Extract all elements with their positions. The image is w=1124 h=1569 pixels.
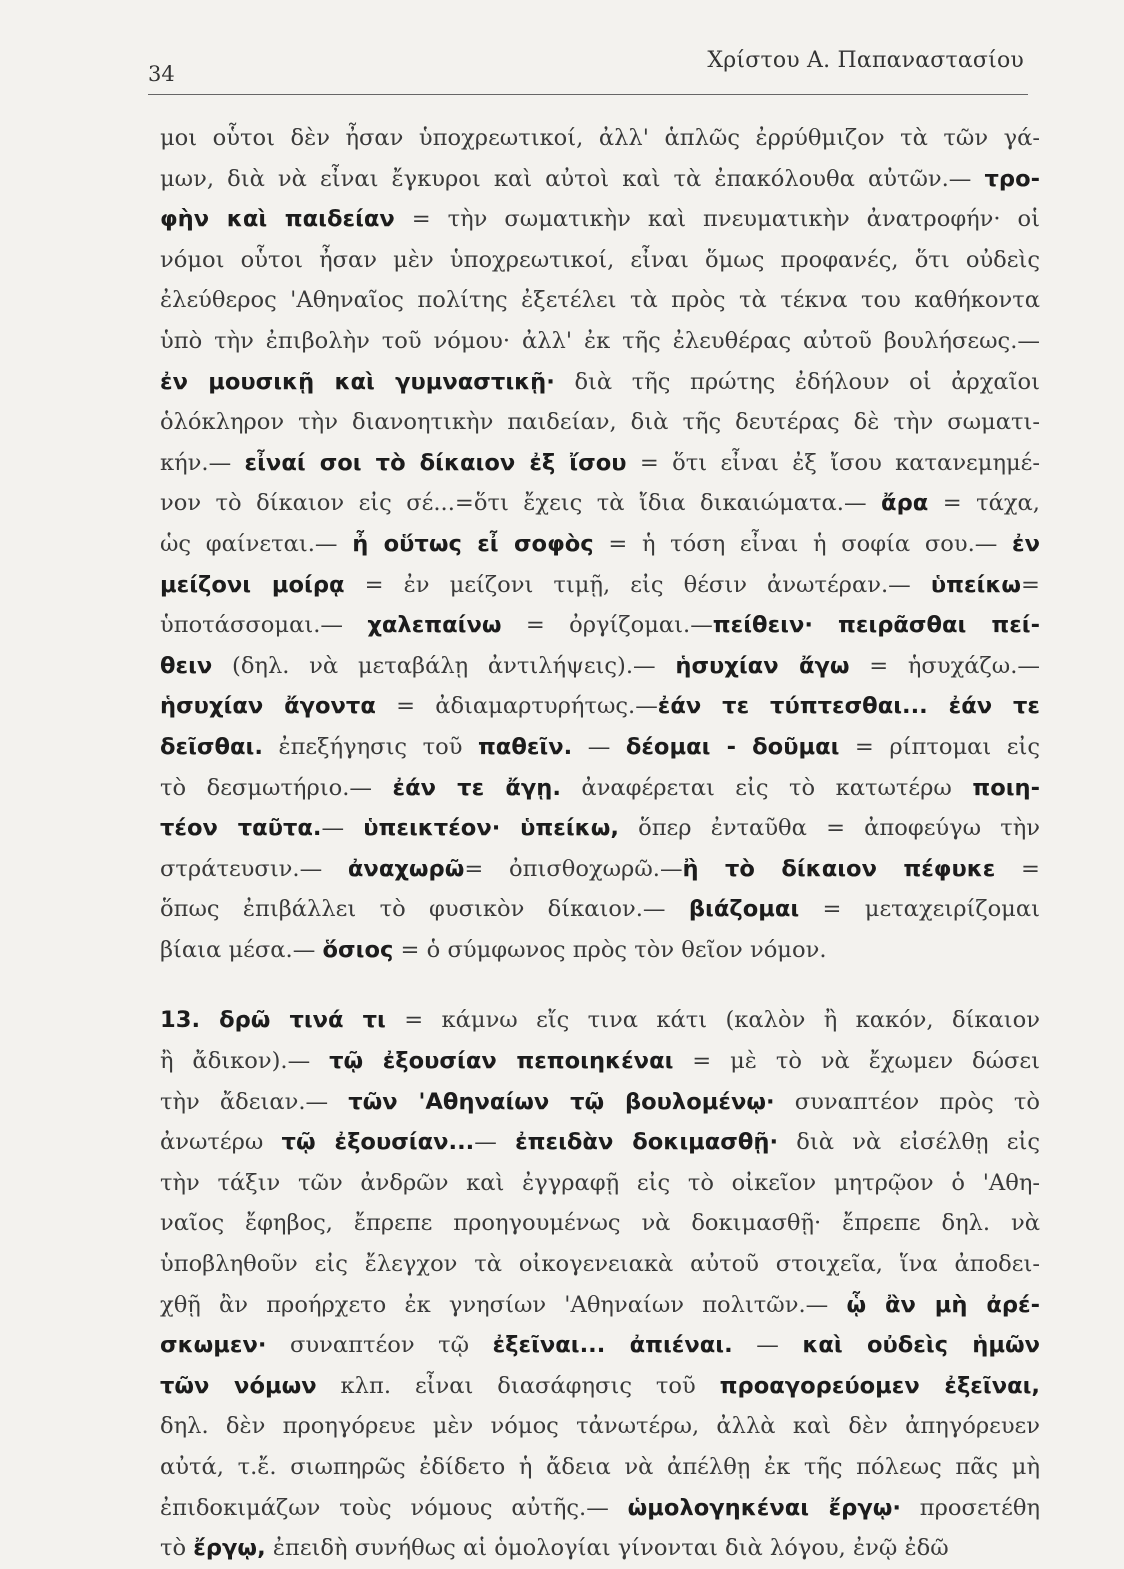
text-line: δηλ. δὲν προηγόρευε μὲν νόμος τἀνωτέρω, ἀλλὰ καὶ δὲν ἀπηγόρευεν [160, 1413, 1040, 1440]
text-line: χθῇ ἂν προήρχετο ἐκ γνησίων 'Αθηναίων πολιτῶν.— ᾧ ἂν μὴ ἀρέ- [160, 1291, 1040, 1318]
text-line: στράτευσιν.— ἀναχωρῶ= ὀπισθοχωρῶ.—ἢ τὸ δίκαιον πέφυκε = [160, 855, 1040, 882]
text-line: τέον ταῦτα.— ὑπεικτέον· ὑπείκω, ὅπερ ἐνταῦθα = ἀποφεύγω τὴν [160, 815, 1040, 842]
commentary-text [160, 118, 1040, 1569]
text-line: ἡσυχίαν ἄγοντα = ἀδιαμαρτυρήτως.—ἐάν τε τύπτεσθαι... ἐάν τε [160, 693, 1040, 720]
text-line: νόμοι οὗτοι ἦσαν μὲν ὑποχρεωτικοί, εἶναι ὅμως προφανές, ὅτι οὐδεὶς [160, 246, 1040, 273]
page-number: 34 [148, 62, 175, 86]
text-line: ἢ ἄδικον).— τῷ ἐξουσίαν πεποιηκέναι = μὲ τὸ νὰ ἔχωμεν δώσει [160, 1048, 1040, 1075]
text-line: σκωμεν· συναπτέον τῷ ἐξεῖναι... ἀπιέναι. — καὶ οὐδεὶς ἡμῶν [160, 1332, 1040, 1359]
text-line: ὑποτάσσομαι.— χαλεπαίνω = ὀργίζομαι.—πείθειν· πειρᾶσθαι πεί- [160, 612, 1040, 639]
page-header [148, 44, 1028, 88]
text-line: ὑποβληθοῦν εἰς ἔλεγχον τὰ οἰκογενειακὰ αὐτοῦ στοιχεῖα, ἵνα ἀποδει- [160, 1251, 1040, 1278]
text-line: νον τὸ δίκαιον εἰς σέ...=ὅτι ἔχεις τὰ ἴδια δικαιώματα.— ἄρα = τάχα, [160, 490, 1040, 517]
text-line: αὐτά, τ.ἔ. σιωπηρῶς ἐδίδετο ἡ ἄδεια νὰ ἀπέλθῃ ἐκ τῆς πόλεως πᾶς μὴ [160, 1454, 1040, 1480]
text-line: ὁλόκληρον τὴν διανοητικὴν παιδείαν, διὰ τῆς δευτέρας δὲ τὴν σωματι- [160, 409, 1040, 436]
text-line: τὴν τάξιν τῶν ἀνδρῶν καὶ ἐγγραφῇ εἰς τὸ οἰκεῖον μητρῷον ὁ 'Αθη- [160, 1169, 1040, 1196]
text-line: φὴν καὶ παιδείαν = τὴν σωματικὴν καὶ πνευματικὴν ἀνατροφήν· οἱ [160, 206, 1040, 233]
text-line: ἐπιδοκιμάζων τοὺς νόμους αὐτῆς.— ὡμολογηκέναι ἔργῳ· προσετέθη [160, 1494, 1040, 1521]
header-rule [148, 94, 1028, 95]
text-line: 13. δρῶ τινά τι = κάμνω εἴς τινα κάτι (καλὸν ἢ κακόν, δίκαιον [160, 1007, 1040, 1034]
text-line: τὸ δεσμωτήριο.— ἐάν τε ἄγῃ. ἀναφέρεται εἰς τὸ κατωτέρω ποιη- [160, 774, 1040, 801]
text-line: ὅπως ἐπιβάλλει τὸ φυσικὸν δίκαιον.— βιάζομαι = μεταχειρίζομαι [160, 896, 1040, 923]
text-line: ὡς φαίνεται.— ἦ οὕτως εἶ σοφὸς = ἡ τόση εἶναι ἡ σοφία σου.— ἐν [160, 530, 1040, 557]
text-line: ἀνωτέρω τῷ ἐξουσίαν...— ἐπειδὰν δοκιμασθῇ· διὰ νὰ εἰσέλθῃ εἰς [160, 1129, 1040, 1156]
text-line: δεῖσθαι. ἐπεξήγησις τοῦ παθεῖν. — δέομαι - δοῦμαι = ρίπτομαι εἰς [160, 733, 1040, 760]
text-line: μείζονι μοίρᾳ = ἐν μείζονι τιμῇ, εἰς θέσιν ἀνωτέραν.— ὑπείκω= [160, 571, 1040, 598]
text-line: τῶν νόμων κλπ. εἶναι διασάφησις τοῦ προαγορεύομεν ἐξεῖναι, [160, 1372, 1040, 1399]
text-line: ναῖος ἔφηβος, ἔπρεπε προηγουμένως νὰ δοκιμασθῇ· ἔπρεπε δηλ. νὰ [160, 1210, 1040, 1237]
text-line: ἐν μουσικῇ καὶ γυμναστικῇ· διὰ τῆς πρώτης ἐδήλουν οἱ ἀρχαῖοι [160, 368, 1040, 395]
text-line: τὴν ἄδειαν.— τῶν 'Αθηναίων τῷ βουλομένῳ· συναπτέον πρὸς τὸ [160, 1088, 1040, 1115]
running-title: Χρίστου Α. Παπαναστασίου [707, 48, 1024, 73]
text-line: μοι οὗτοι δὲν ἦσαν ὑποχρεωτικοί, ἀλλ' ἁπλῶς ἐρρύθμιζον τὰ τῶν γά- [160, 125, 1040, 151]
text-line: ὑπὸ τὴν ἐπιβολὴν τοῦ νόμου· ἀλλ' ἐκ τῆς ἐλευθέρας αὐτοῦ βουλήσεως.— [160, 327, 1040, 354]
text-line: τὸ ἔργῳ, ἐπειδὴ συνήθως αἱ ὁμολογίαι γίνονται διὰ λόγου, ἐνῷ ἐδῶ [160, 1535, 949, 1562]
text-line: ἐλεύθερος 'Αθηναῖος πολίτης ἐξετέλει τὰ πρὸς τὰ τέκνα του καθήκοντα [160, 287, 1040, 314]
text-line: κήν.— εἶναί σοι τὸ δίκαιον ἐξ ἴσου = ὅτι εἶναι ἐξ ἴσου κατανεμημέ- [160, 449, 1040, 476]
text-line: βίαια μέσα.— ὅσιος = ὁ σύμφωνος πρὸς τὸν θεῖον νόμον. [160, 936, 827, 963]
text-line: μων, διὰ νὰ εἶναι ἔγκυροι καὶ αὐτοὶ καὶ τὰ ἐπακόλουθα αὐτῶν.— τρο- [160, 165, 1040, 192]
text-line: θειν (δηλ. νὰ μεταβάλῃ ἀντιλήψεις).— ἡσυχίαν ἄγω = ἡσυχάζω.— [160, 652, 1040, 679]
